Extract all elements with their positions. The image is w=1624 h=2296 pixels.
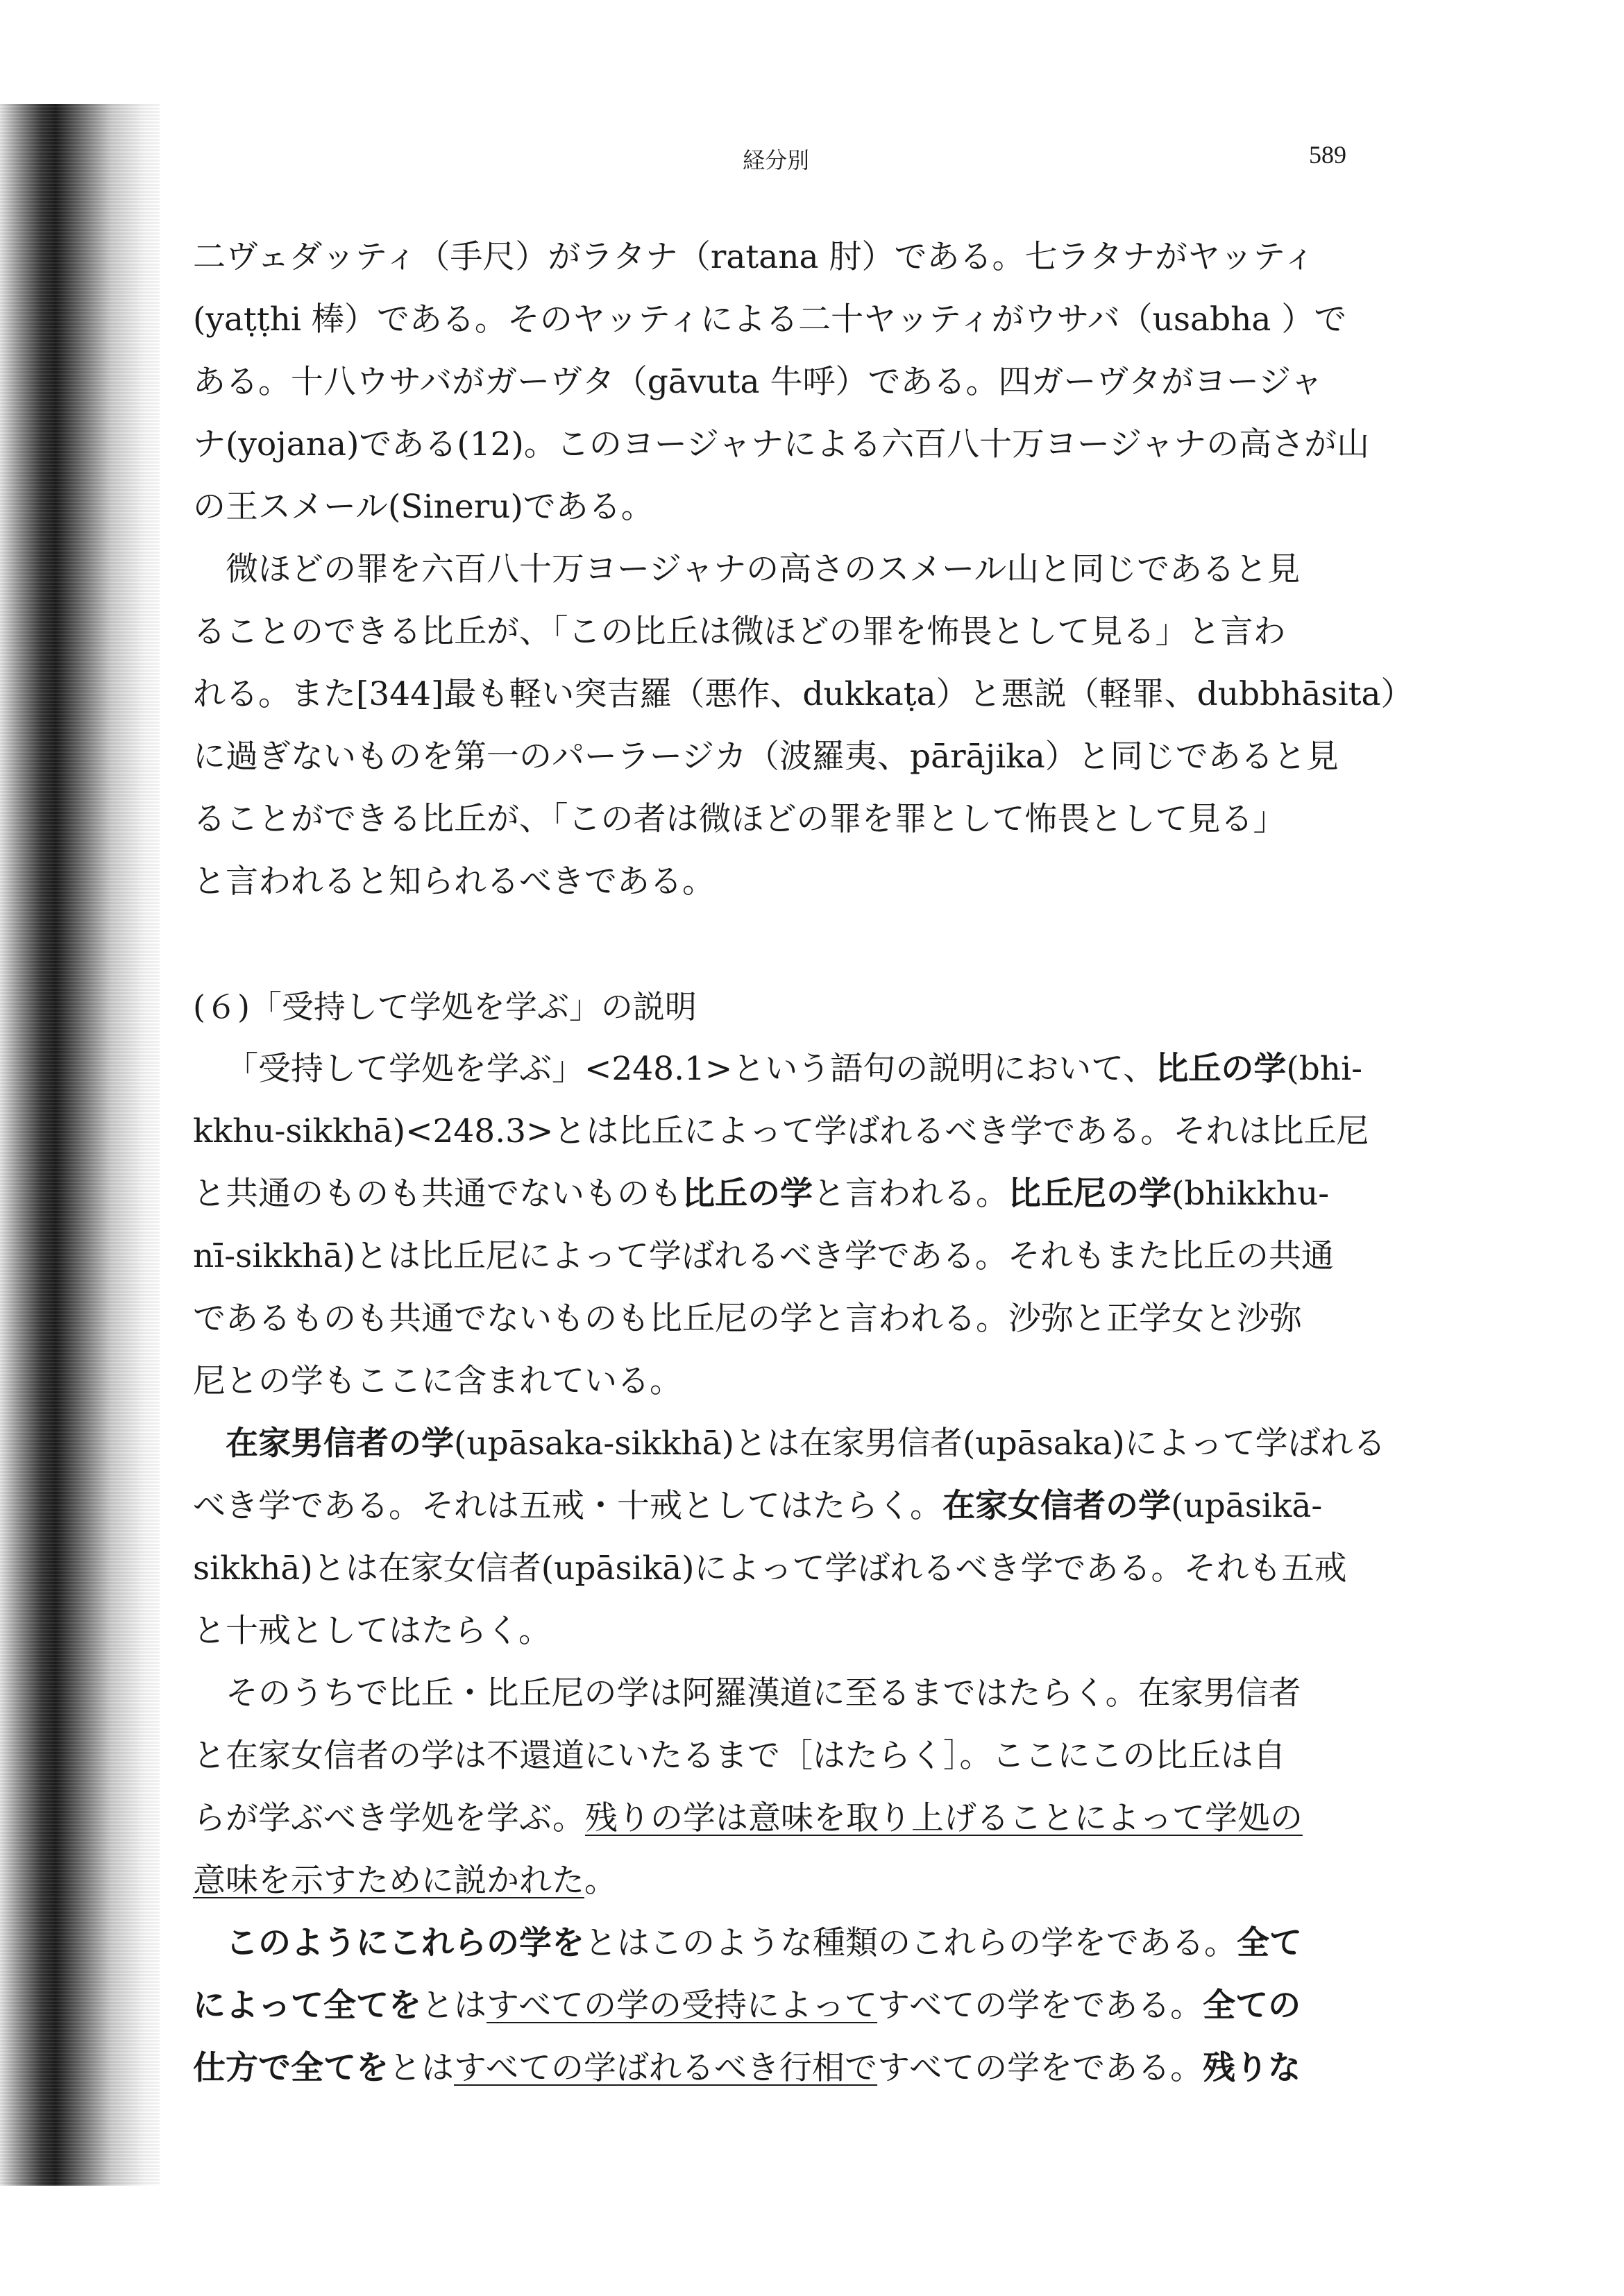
text-line: と十戒としてはたらく。	[193, 1612, 552, 1650]
term-bold: によって全てを	[193, 1987, 421, 2025]
text-span: べき学である。それは五戒・十戒としてはたらく。	[193, 1487, 943, 1525]
underlined-text: 残りの学は意味を取り上げることによって学処の	[584, 1799, 1303, 1837]
text-line: ることができる比丘が、「この者は微ほどの罪を罪として怖畏として見る」	[193, 800, 1286, 838]
text-line: kkhu-sikkhā)<248.3>とは比丘によって学ばれるべき学である。それは比丘尼	[193, 1112, 1369, 1150]
text-line	[193, 1787, 1387, 1850]
page-header	[722, 136, 1346, 178]
text-span: と共通のものも共通でないものも	[193, 1175, 682, 1213]
underlined-text: すべての学の受持によって	[487, 1987, 878, 2025]
text-line	[193, 2037, 1387, 2100]
term-bold: 在家男信者の学	[226, 1425, 454, 1463]
text-line: 尼との学もここに含まれている。	[193, 1362, 682, 1400]
term-bold: 比丘の学	[1156, 1050, 1287, 1088]
text-span: らが学ぶべき学処を学ぶ。	[193, 1799, 585, 1837]
text-line: ある。十八ウサバがガーヴタ（gāvuta 牛呼）である。四ガーヴタがヨージャ	[193, 363, 1323, 401]
text-span: と言われる。	[813, 1175, 1008, 1213]
text-line: と在家女信者の学は不還道にいたるまで［はたらく］。ここにこの比丘は自	[193, 1737, 1286, 1775]
text-line	[193, 1038, 1387, 1100]
term-bold: 全ての	[1203, 1987, 1301, 2025]
text-span: (upāsikā-	[1171, 1487, 1323, 1525]
text-span: とはこのような種類のこれらの学をである。	[584, 1924, 1237, 1962]
text-line: (yaṭṭhi 棒）である。そのヤッティによる二十ヤッティがウサバ（usabha ）で	[193, 300, 1347, 339]
text-line: ることのできる比丘が、「この比丘は微ほどの罪を怖畏として見る」と言わ	[193, 613, 1286, 651]
text-line: そのうちで比丘・比丘尼の学は阿羅漢道に至るまではたらく。在家男信者	[226, 1674, 1301, 1712]
scan-binding-shadow	[0, 104, 160, 2186]
text-span: とは	[389, 2049, 454, 2087]
text-span: 。	[584, 1862, 617, 1900]
term-bold: 仕方で全てを	[193, 2049, 389, 2087]
underlined-text: すべての学ばれるべき行相で	[454, 2049, 878, 2087]
text-span: (bhikkhu-	[1172, 1175, 1330, 1213]
text-line	[193, 1475, 1387, 1538]
running-title: 経分別	[743, 147, 810, 173]
text-span: すべての学をである。	[877, 2049, 1203, 2087]
text-span: すべての学をである。	[877, 1987, 1203, 2025]
text-line: れる。また[344]最も軽い突吉羅（悪作、dukkaṭa）と悪説（軽罪、dubbhāsita）	[193, 675, 1414, 713]
text-line: nī-sikkhā)とは比丘尼によって学ばれるべき学である。それもまた比丘の共通	[193, 1237, 1334, 1275]
text-line: の王スメール(Sineru)である。	[193, 488, 654, 526]
page-number: 589	[1309, 141, 1346, 169]
text-span: 「受持して学処を学ぶ」<248.1>という語句の説明において、	[226, 1050, 1156, 1088]
text-line: 微ほどの罪を六百八十万ヨージャナの高さのスメール山と同じであると見	[226, 550, 1301, 588]
text-line	[193, 1912, 1387, 1975]
section-heading: (６)「受持して学処を学ぶ」の説明	[193, 988, 697, 1026]
text-span: (upāsaka-sikkhā)とは在家男信者(upāsaka)によって学ばれる	[454, 1425, 1386, 1463]
underlined-text: 意味を示すために説かれた	[193, 1862, 584, 1900]
text-span: とは	[421, 1987, 487, 2025]
text-line: であるものも共通でないものも比丘尼の学と言われる。沙弥と正学女と沙弥	[193, 1300, 1302, 1338]
text-line: と言われると知られるべきである。	[193, 862, 715, 901]
text-span: (bhi-	[1286, 1050, 1362, 1088]
text-line	[193, 1413, 1387, 1475]
term-bold: 比丘尼の学	[1008, 1175, 1172, 1213]
body-text	[193, 226, 1414, 2100]
text-line: 二ヴェダッティ（手尺）がラタナ（ratana 肘）である。七ラタナがヤッティ	[193, 238, 1316, 276]
text-line	[193, 1163, 1387, 1225]
text-line	[193, 1850, 1387, 1912]
term-bold: 在家女信者の学	[942, 1487, 1172, 1525]
text-line: sikkhā)とは在家女信者(upāsikā)によって学ばれるべき学である。それも五戒	[193, 1549, 1347, 1588]
text-line	[193, 1975, 1387, 2037]
term-bold: 比丘の学	[682, 1175, 813, 1213]
text-line: に過ぎないものを第一のパーラージカ（波羅夷、pārājika）と同じであると見	[193, 738, 1339, 776]
term-bold: 全て	[1237, 1924, 1302, 1962]
term-bold: このようにこれらの学を	[226, 1924, 584, 1962]
term-bold: 残りな	[1203, 2049, 1301, 2087]
text-line: ナ(yojana)である(12)。このヨージャナによる六百八十万ヨージャナの高さが山	[193, 425, 1370, 464]
